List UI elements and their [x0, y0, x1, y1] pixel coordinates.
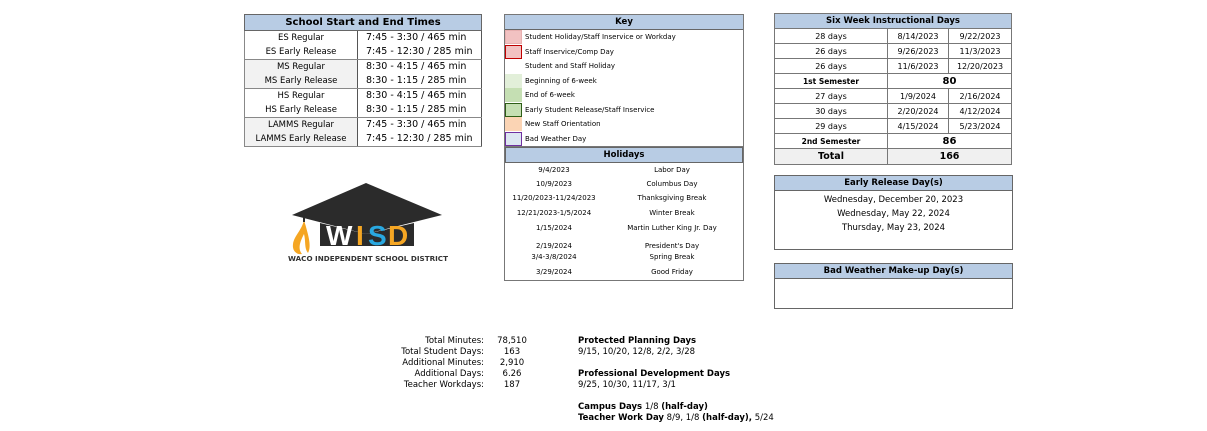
- key-label: Staff Inservice/Comp Day: [525, 47, 614, 56]
- time-value: 8:30 - 1:15 / 285 min: [358, 74, 482, 89]
- teacher-work-day-line: [578, 413, 774, 423]
- period-days: 30 days: [775, 104, 888, 119]
- time-label: LAMMS Regular: [245, 118, 358, 133]
- holiday-date: 11/20/2023-11/24/2023: [512, 194, 596, 202]
- early-release-day: Thursday, May 23, 2024: [841, 223, 946, 233]
- six-week-title: Six Week Instructional Days: [775, 14, 1012, 29]
- key-swatch: [505, 74, 522, 88]
- time-label: HS Early Release: [245, 103, 358, 118]
- key-label: Beginning of 6-week: [525, 76, 597, 85]
- campus-days-half: (half-day): [661, 402, 708, 412]
- key-swatch: [505, 117, 522, 131]
- time-value: 8:30 - 1:15 / 285 min: [358, 103, 482, 118]
- period-end: 12/20/2023: [949, 59, 1012, 74]
- logo-caption: WACO INDEPENDENT SCHOOL DISTRICT: [288, 254, 448, 263]
- semester-label: 2nd Semester: [775, 134, 888, 149]
- holiday-name: Martin Luther King Jr. Day: [627, 224, 717, 232]
- holiday-name: Labor Day: [654, 166, 690, 174]
- additional-minutes-value: 2,910: [499, 358, 525, 368]
- school-times-table: [244, 14, 482, 147]
- semester-row: [775, 74, 1012, 89]
- time-value: 7:45 - 12:30 / 285 min: [358, 45, 482, 60]
- holidays-title: Holidays: [505, 147, 743, 163]
- period-end: 4/12/2024: [949, 104, 1012, 119]
- holiday-name: Columbus Day: [646, 180, 698, 188]
- teacher-work-day-label: Teacher Work Day: [578, 413, 664, 423]
- total-student-days-label: Total Student Days:: [401, 347, 484, 357]
- semester-value: 80: [888, 74, 1012, 89]
- additional-minutes-label: Additional Minutes:: [402, 358, 484, 368]
- logo-letter-d: D: [388, 220, 409, 251]
- total-minutes-label: Total Minutes:: [425, 336, 484, 346]
- key-item: [505, 74, 743, 89]
- time-value: 7:45 - 12:30 / 285 min: [358, 132, 482, 147]
- time-label: HS Regular: [245, 89, 358, 104]
- six-week-row: [775, 44, 1012, 59]
- key-label: Student Holiday/Staff Inservice or Workday: [525, 33, 676, 42]
- holiday-name: Spring Break: [649, 253, 695, 261]
- tassel-flame-icon: [293, 220, 310, 254]
- six-week-row: [775, 59, 1012, 74]
- key-swatch: [505, 30, 522, 44]
- period-days: 26 days: [775, 44, 888, 59]
- campus-days-line: [578, 402, 708, 412]
- holiday-date: 3/4-3/8/2024: [531, 253, 577, 261]
- key-label: Student and Staff Holiday: [525, 62, 616, 71]
- period-start: 2/20/2024: [888, 104, 949, 119]
- mortarboard-icon: [292, 183, 442, 234]
- period-days: 27 days: [775, 89, 888, 104]
- holiday-date: 1/15/2024: [536, 224, 572, 232]
- key-swatch: [505, 45, 522, 59]
- time-value: 7:45 - 3:30 / 465 min: [358, 118, 482, 133]
- early-release-day: Wednesday, December 20, 2023: [823, 195, 964, 205]
- time-value: 8:30 - 4:15 / 465 min: [358, 89, 482, 104]
- period-days: 26 days: [775, 59, 888, 74]
- early-release-title: Early Release Day(s): [775, 176, 1012, 191]
- bad-weather-title: Bad Weather Make-up Day(s): [775, 264, 1012, 279]
- total-row: [775, 149, 1012, 165]
- teacher-work-day-dates: 8/9, 1/8: [666, 413, 700, 423]
- key-label: End of 6-week: [525, 91, 575, 100]
- period-days: 29 days: [775, 119, 888, 134]
- key-swatch: [505, 103, 522, 117]
- logo-letter-i: I: [356, 220, 364, 251]
- period-start: 8/14/2023: [888, 29, 949, 44]
- holidays-panel: [504, 147, 744, 281]
- key-item: [505, 132, 743, 147]
- six-week-row: [775, 104, 1012, 119]
- logo-letter-w: W: [326, 220, 353, 251]
- key-item: [505, 45, 743, 60]
- total-value: 166: [888, 149, 1012, 165]
- period-start: 9/26/2023: [888, 44, 949, 59]
- time-label: MS Regular: [245, 60, 358, 75]
- key-label: Early Student Release/Staff Inservice: [525, 105, 655, 114]
- semester-label: 1st Semester: [775, 74, 888, 89]
- additional-days-value: 6.26: [502, 369, 522, 379]
- key-item: [505, 30, 743, 45]
- key-swatch: [505, 132, 522, 146]
- holiday-date: 12/21/2023-1/5/2024: [516, 209, 592, 217]
- professional-development-title: Professional Development Days: [578, 369, 731, 379]
- campus-days-date: 1/8: [644, 402, 659, 412]
- holiday-date: 3/29/2024: [536, 268, 572, 276]
- bad-weather-panel: [774, 263, 1013, 309]
- professional-development-dates: 9/25, 10/30, 11/17, 3/1: [578, 380, 676, 390]
- period-end: 5/23/2024: [949, 119, 1012, 134]
- teacher-work-day-half: (half-day),: [702, 413, 753, 423]
- key-item: [505, 117, 743, 132]
- teacher-workdays-label: Teacher Workdays:: [403, 380, 484, 390]
- holiday-date: 10/9/2023: [536, 180, 572, 188]
- logo-letter-s: S: [368, 220, 387, 251]
- holiday-name: President's Day: [644, 242, 700, 250]
- school-times-title: School Start and End Times: [245, 15, 482, 31]
- holiday-name: Winter Break: [649, 209, 695, 217]
- period-end: 11/3/2023: [949, 44, 1012, 59]
- teacher-work-day-last: 5/24: [754, 413, 774, 423]
- period-end: 2/16/2024: [949, 89, 1012, 104]
- time-label: LAMMS Early Release: [245, 132, 358, 147]
- holiday-name: Thanksgiving Break: [637, 194, 707, 202]
- key-item: [505, 59, 743, 74]
- period-end: 9/22/2023: [949, 29, 1012, 44]
- six-week-table: [774, 13, 1012, 165]
- six-week-row: [775, 119, 1012, 134]
- time-value: 8:30 - 4:15 / 465 min: [358, 60, 482, 75]
- key-label: Bad Weather Day: [525, 134, 587, 143]
- total-label: Total: [775, 149, 888, 165]
- key-item: [505, 88, 743, 103]
- key-title: Key: [505, 15, 743, 30]
- holiday-name: Good Friday: [651, 268, 693, 276]
- key-label: New Staff Orientation: [525, 120, 601, 129]
- total-minutes-value: 78,510: [497, 336, 527, 346]
- teacher-workdays-value: 187: [503, 380, 521, 390]
- six-week-row: [775, 29, 1012, 44]
- six-week-row: [775, 89, 1012, 104]
- time-label: ES Regular: [245, 31, 358, 46]
- early-release-day: Wednesday, May 22, 2024: [837, 209, 950, 219]
- period-start: 4/15/2024: [888, 119, 949, 134]
- holiday-date: 2/19/2024: [536, 242, 572, 250]
- semester-row: [775, 134, 1012, 149]
- key-legend: [504, 14, 744, 147]
- key-swatch: [505, 88, 522, 102]
- protected-planning-title: Protected Planning Days: [578, 336, 697, 346]
- period-start: 1/9/2024: [888, 89, 949, 104]
- period-days: 28 days: [775, 29, 888, 44]
- early-release-panel: [774, 175, 1013, 250]
- key-swatch: [505, 59, 522, 73]
- time-label: MS Early Release: [245, 74, 358, 89]
- period-start: 11/6/2023: [888, 59, 949, 74]
- time-value: 7:45 - 3:30 / 465 min: [358, 31, 482, 46]
- key-item: [505, 103, 743, 118]
- protected-planning-dates: 9/15, 10/20, 12/8, 2/2, 3/28: [578, 347, 696, 357]
- campus-days-label: Campus Days: [578, 402, 643, 412]
- semester-value: 86: [888, 134, 1012, 149]
- time-label: ES Early Release: [245, 45, 358, 60]
- holiday-date: 9/4/2023: [538, 166, 570, 174]
- total-student-days-value: 163: [503, 347, 521, 357]
- additional-days-label: Additional Days:: [414, 369, 484, 379]
